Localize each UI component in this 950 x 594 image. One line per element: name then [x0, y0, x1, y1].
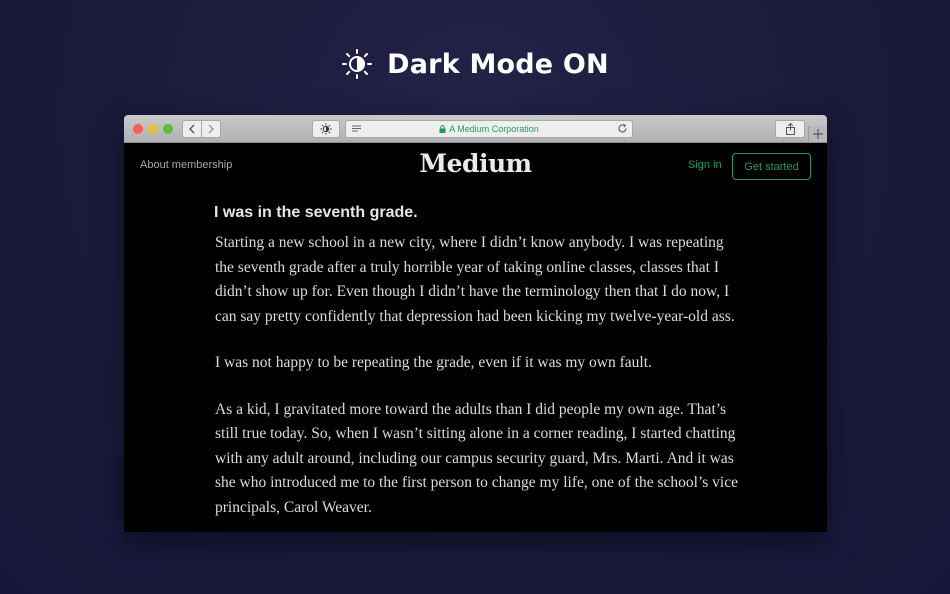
article-body	[215, 204, 775, 532]
article-paragraph: Starting a new school in a new city, where I didn’t know anybody. I was repeating the seventh grade after a truly horrible year of taking online classes, classes that I didn’t show up for. Even though I didn’t have the terminology then that I do now, I can say pretty confidently that depression had been kicking my twelve-year-old ass.	[215, 234, 735, 325]
share-icon	[785, 123, 796, 135]
back-button[interactable]	[182, 120, 202, 138]
get-started-button[interactable]: Get started	[732, 153, 811, 180]
chevron-right-icon	[207, 124, 215, 134]
browser-window	[124, 115, 827, 532]
chevron-left-icon	[188, 124, 196, 134]
dark-mode-banner	[0, 44, 950, 84]
sign-in-link[interactable]: Sign in	[688, 159, 722, 171]
address-bar[interactable]	[345, 120, 633, 138]
close-window-button[interactable]	[133, 124, 143, 134]
minimize-window-button[interactable]	[148, 124, 158, 134]
forward-button[interactable]	[201, 120, 221, 138]
article-heading: I was in the seventh grade.	[214, 204, 418, 221]
article-paragraph: As a kid, I gravitated more toward the adults than I did people my own age. That’s still true today. So, when I wasn’t sitting alone in a corner reading, I started chatting with any adult around, including our campus security guard, Mrs. Marti. And it was she who introduced me to the first person to change my life, one of the school’s vice principals, Carol Weaver.	[215, 400, 738, 516]
article-paragraph: I was not happy to be repeating the grade, even if it was my own fault.	[215, 354, 652, 371]
about-membership-link[interactable]: About membership	[140, 159, 233, 171]
plus-icon	[813, 129, 823, 139]
url-display	[346, 121, 632, 137]
banner-title: Dark Mode ON	[387, 48, 609, 80]
dark-mode-extension-button[interactable]	[312, 120, 340, 138]
share-button[interactable]	[775, 120, 805, 138]
brightness-icon	[341, 48, 373, 80]
new-tab-button[interactable]	[808, 126, 827, 142]
lock-icon	[439, 125, 446, 133]
medium-logo[interactable]: Medium	[419, 149, 532, 178]
web-page	[124, 143, 827, 532]
brightness-icon	[320, 123, 332, 135]
browser-toolbar	[124, 115, 827, 143]
reload-icon[interactable]	[617, 123, 628, 134]
url-text: A Medium Corporation	[449, 124, 539, 134]
zoom-window-button[interactable]	[163, 124, 173, 134]
